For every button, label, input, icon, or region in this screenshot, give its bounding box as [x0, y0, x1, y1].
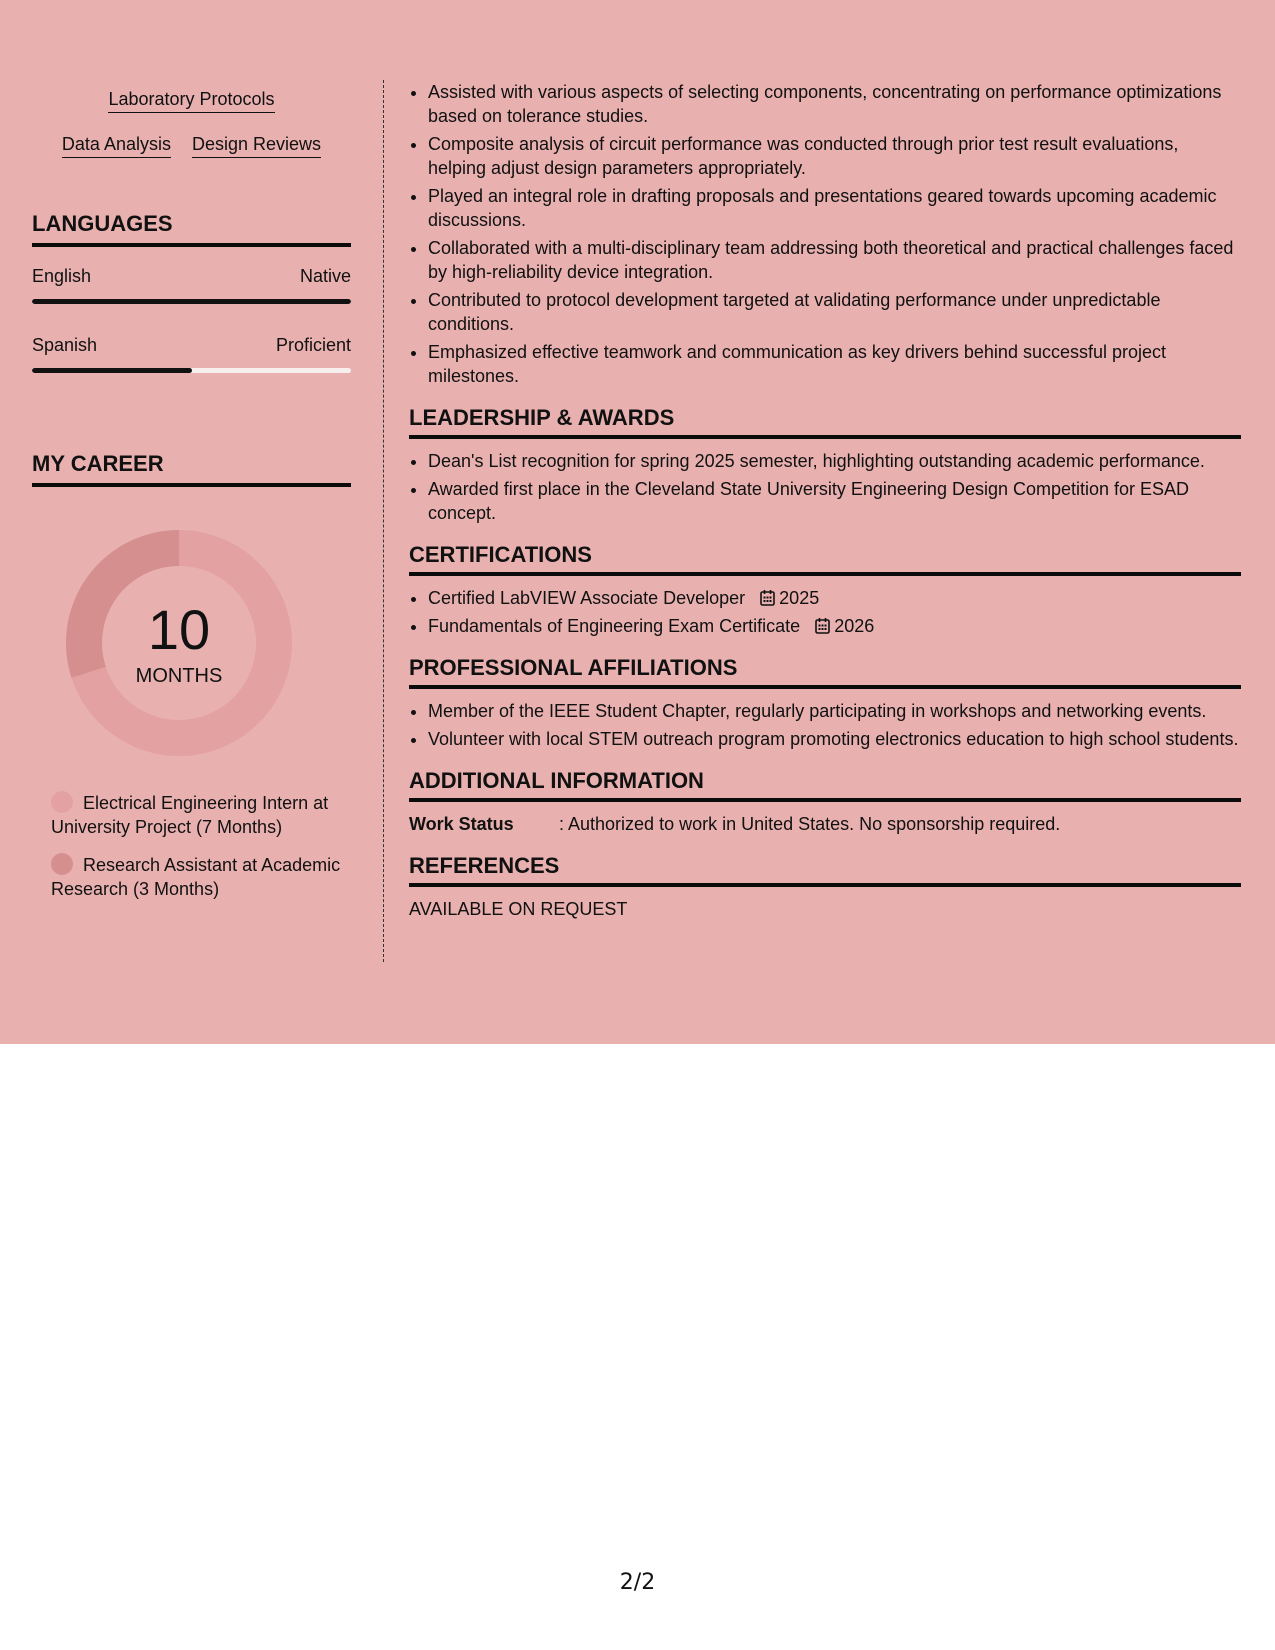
experience-bullet-list [409, 80, 1241, 388]
career-legend-item [51, 791, 351, 839]
language-level: Proficient [275, 335, 351, 355]
skill-tag: Design Reviews [192, 133, 321, 158]
language-spanish [32, 335, 351, 356]
affiliations-list [409, 699, 1241, 751]
skills-row-2 [32, 133, 351, 158]
experience-bullet: • Played an integral role in drafting proposals and presentations geared towards upcoming academic discussions. [428, 184, 1241, 232]
legend-dot [51, 853, 73, 875]
certification-name: Fundamentals of Engineering Exam Certificate [428, 616, 801, 636]
language-proficiency-fill [32, 299, 351, 304]
work-status-row [409, 812, 1241, 836]
language-proficiency-bar [32, 299, 351, 304]
affiliations-heading: PROFESSIONAL AFFILIATIONS [409, 654, 1241, 689]
legend-dot [51, 791, 73, 813]
experience-bullet: • Assisted with various aspects of selecting components, concentrating on performance optimizations based on tolerance studies. [428, 80, 1241, 128]
certifications-heading: CERTIFICATIONS [409, 541, 1241, 576]
page-number: 2/2 [619, 1570, 656, 1595]
work-status-label: Work Status [409, 814, 514, 834]
work-status-value: : Authorized to work in United States. No sponsorship required. [559, 814, 1061, 834]
skill-tag: Laboratory Protocols [108, 88, 274, 113]
certification-date [760, 588, 819, 608]
career-legend-item [51, 853, 351, 901]
certification-item [428, 586, 1241, 610]
experience-bullet: • Collaborated with a multi-disciplinary team addressing both theoretical and practical challenges faced by high-reliability device integration. [428, 236, 1241, 284]
legend-label: Research Assistant at Academic Research (3 Months) [51, 855, 341, 899]
certification-name: Certified LabVIEW Associate Developer [428, 588, 746, 608]
experience-bullet: • Contributed to protocol development targeted at validating performance under unpredictable conditions. [428, 288, 1241, 336]
leadership-item: • Awarded first place in the Cleveland State University Engineering Design Competition for ESAD concept. [428, 477, 1241, 525]
calendar-icon [815, 617, 830, 634]
languages-heading: LANGUAGES [32, 210, 351, 247]
leadership-list [409, 449, 1241, 525]
language-name: English [32, 266, 92, 286]
language-proficiency-bar [32, 368, 351, 373]
references-heading: REFERENCES [409, 852, 1241, 887]
leadership-heading: LEADERSHIP & AWARDS [409, 404, 1241, 439]
certification-item [428, 614, 1241, 638]
skills-row-1 [32, 88, 351, 113]
language-level: Native [299, 266, 351, 286]
certification-year: 2025 [779, 588, 820, 608]
language-name: Spanish [32, 335, 98, 355]
affiliation-item: • Volunteer with local STEM outreach program promoting electronics education to high school students. [428, 727, 1241, 751]
certification-date [815, 616, 874, 636]
column-divider [383, 80, 384, 962]
right-column [409, 80, 1241, 921]
experience-bullet: • Composite analysis of circuit performance was conducted through prior test result evaluations, helping adjust design parameters appropriately. [428, 132, 1241, 180]
language-proficiency-fill [32, 368, 192, 373]
career-total-unit: MONTHS [135, 665, 223, 687]
certifications-list [409, 586, 1241, 638]
skill-tag: Data Analysis [62, 133, 171, 158]
language-english [32, 266, 351, 287]
calendar-icon [760, 589, 775, 606]
references-text: AVAILABLE ON REQUEST [409, 899, 628, 919]
career-total-months: 10 [147, 598, 211, 661]
additional-info-heading: ADDITIONAL INFORMATION [409, 767, 1241, 802]
career-heading: MY CAREER [32, 450, 351, 487]
affiliation-item: • Member of the IEEE Student Chapter, regularly participating in workshops and networking events. [428, 699, 1241, 723]
experience-bullet: • Emphasized effective teamwork and communication as key drivers behind successful project milestones. [428, 340, 1241, 388]
leadership-item: • Dean's List recognition for spring 2025 semester, highlighting outstanding academic performance. [428, 449, 1241, 473]
certification-year: 2026 [834, 616, 875, 636]
legend-label: Electrical Engineering Intern at University Project (7 Months) [51, 793, 329, 837]
